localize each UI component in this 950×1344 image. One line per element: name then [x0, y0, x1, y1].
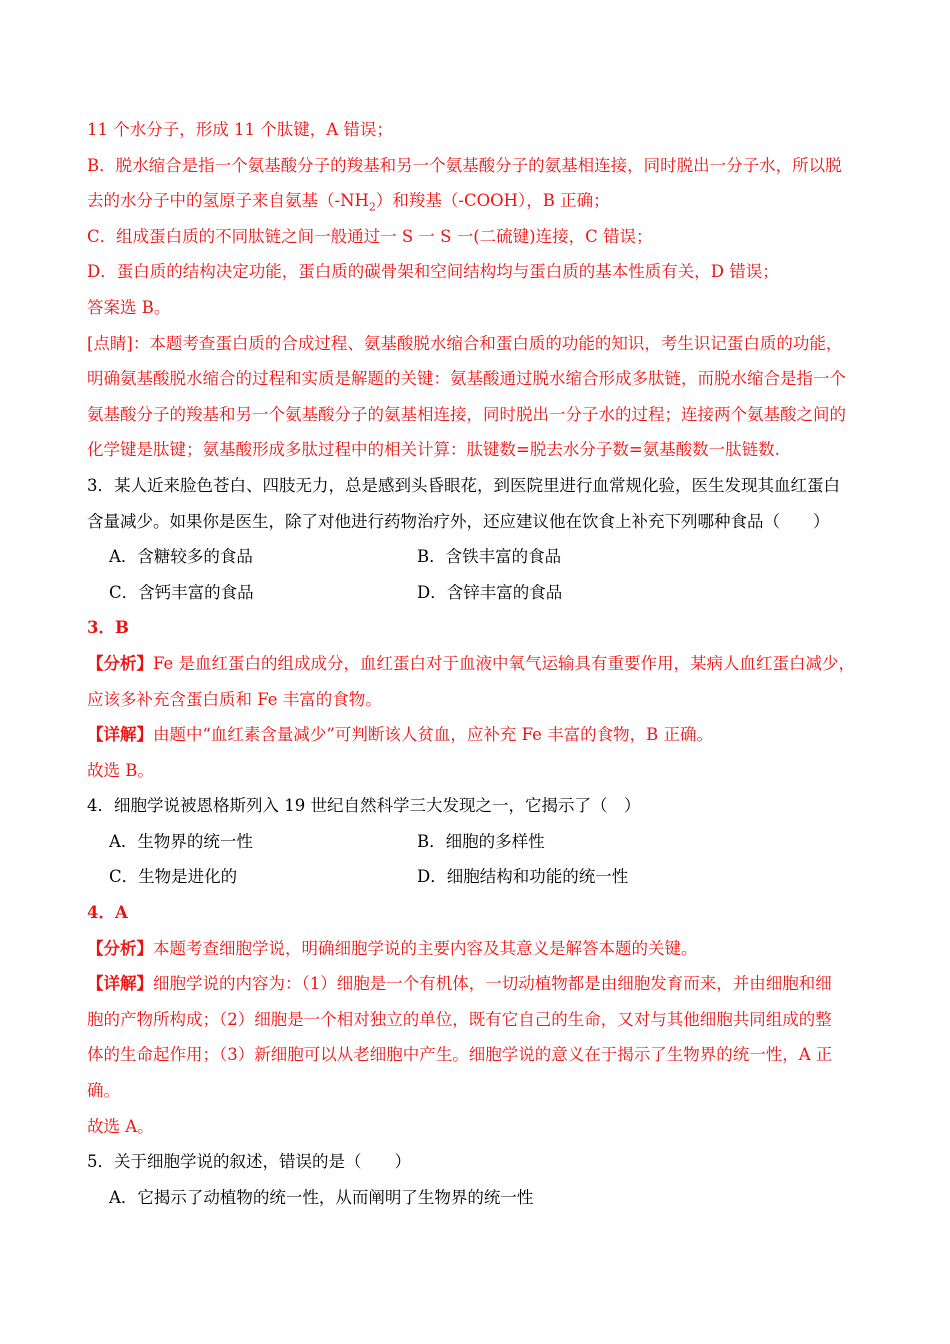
q3-stem-line: 含量减少。如果你是医生，除了对他进行药物治疗外，还应建议他在饮食上补充下列哪种食品（ ） [87, 511, 830, 531]
q4-detail-line: 体的生命起作用；（3）新细胞可以从老细胞中产生。细胞学说的意义在于揭示了生物界的统一性，A 正 [87, 1045, 833, 1065]
q2-b2-sub: 2 [368, 200, 376, 214]
q4-detail-text: 细胞学说的内容为：（1）细胞是一个有机体，一切动植物都是由细胞发育而来，并由细胞和细 [153, 974, 832, 994]
q4-option-b: B．细胞的多样性 [417, 831, 545, 851]
q4-option-a: A．生物界的统一性 [109, 831, 253, 851]
detail-tag: 【详解】 [87, 974, 153, 994]
q2-comment-line: 氨基酸分子的羧基和另一个氨基酸分子的氨基相连接，同时脱出一分子水的过程；连接两个氨基酸之间的 [87, 404, 846, 424]
q3-option-c: C．含钙丰富的食品 [109, 582, 254, 602]
q3-answer: 3．B [87, 618, 129, 638]
q4-detail-line: 确。 [87, 1081, 120, 1101]
q2-option-b-line: B．脱水缩合是指一个氨基酸分子的羧基和另一个氨基酸分子的氨基相连接，同时脱出一分子水，所以脱 [87, 155, 842, 175]
q3-options-row [87, 575, 862, 611]
q4-options-row [87, 859, 862, 895]
q2-comment-line: 明确氨基酸脱水缩合的过程和实质是解题的关键：氨基酸通过脱水缩合形成多肽链，而脱水缩合是指一个 [87, 369, 846, 389]
analysis-tag: 【分析】 [87, 938, 153, 958]
q3-stem-line: 3．某人近来脸色苍白、四肢无力，总是感到头昏眼花，到医院里进行血常规化验，医生发现其血红蛋白 [87, 475, 840, 495]
q2-option-b-line2 [87, 183, 862, 219]
q4-detail-line: 胞的产物所构成；（2）细胞是一个相对独立的单位，既有它自己的生命，又对与其他细胞共同组成的整 [87, 1009, 832, 1029]
q4-final-answer: 故选 A。 [87, 1116, 154, 1136]
q4-analysis-text: 本题考查细胞学说，明确细胞学说的主要内容及其意义是解答本题的关键。 [153, 938, 698, 958]
q5-options-row [87, 1180, 862, 1216]
q4-answer: 4．A [87, 903, 128, 923]
q3-detail-line [87, 717, 862, 753]
q2-answer-line: 答案选 B。 [87, 297, 171, 317]
q4-detail-line [87, 966, 862, 1002]
q3-final-answer: 故选 B。 [87, 760, 154, 780]
analysis-tag: 【分析】 [87, 653, 153, 673]
q3-option-d: D．含锌丰富的食品 [417, 582, 563, 602]
q3-options-row [87, 539, 862, 575]
q2-option-c-line: C．组成蛋白质的不同肽链之间一般通过一 S 一 S 一(二硫键)连接，C 错误； [87, 226, 653, 246]
q4-analysis-line [87, 931, 862, 967]
q3-analysis-line [87, 646, 862, 682]
q2-b2-pre: 去的水分子中的氢原子来自氨基（-NH [87, 191, 369, 211]
q4-option-d: D．细胞结构和功能的统一性 [417, 867, 629, 887]
q2-text-line: 11 个水分子，形成 11 个肽键，A 错误； [87, 120, 393, 139]
q3-detail-text: 由题中“血红素含量减少”可判断该人贫血，应补充 Fe 丰富的食物，B 正确。 [153, 725, 714, 745]
document-page [87, 112, 862, 1215]
detail-tag: 【详解】 [87, 725, 153, 745]
q2-b2-post: ）和羧基（-COOH），B 正确； [375, 191, 610, 211]
q5-stem-line: 5．关于细胞学说的叙述，错误的是（ ） [87, 1152, 411, 1172]
q2-comment-line: 化学键是肽键；氨基酸形成多肽过程中的相关计算：肽键数=脱去水分子数=氨基酸数一肽链数. [87, 440, 780, 460]
q3-option-a: A．含糖较多的食品 [109, 547, 253, 567]
q3-analysis-text: Fe 是血红蛋白的组成成分，血红蛋白对于血液中氧气运输具有重要作用，某病人血红蛋白减少， [153, 653, 856, 673]
q4-stem-line: 4．细胞学说被恩格斯列入 19 世纪自然科学三大发现之一，它揭示了（ ） [87, 796, 641, 816]
q2-comment-line: [点睛]：本题考查蛋白质的合成过程、氨基酸脱水缩合和蛋白质的功能的知识，考生识记蛋白质的功能， [87, 333, 843, 353]
q3-option-b: B．含铁丰富的食品 [417, 547, 562, 567]
q4-options-row [87, 824, 862, 860]
q4-option-c: C．生物是进化的 [109, 867, 238, 887]
q5-option-a: A．它揭示了动植物的统一性，从而阐明了生物界的统一性 [109, 1187, 534, 1207]
q3-analysis-line: 应该多补充含蛋白质和 Fe 丰富的食物。 [87, 689, 382, 709]
q2-option-d-line: D．蛋白质的结构决定功能，蛋白质的碳骨架和空间结构均与蛋白质的基本性质有关，D 错误； [87, 262, 779, 282]
